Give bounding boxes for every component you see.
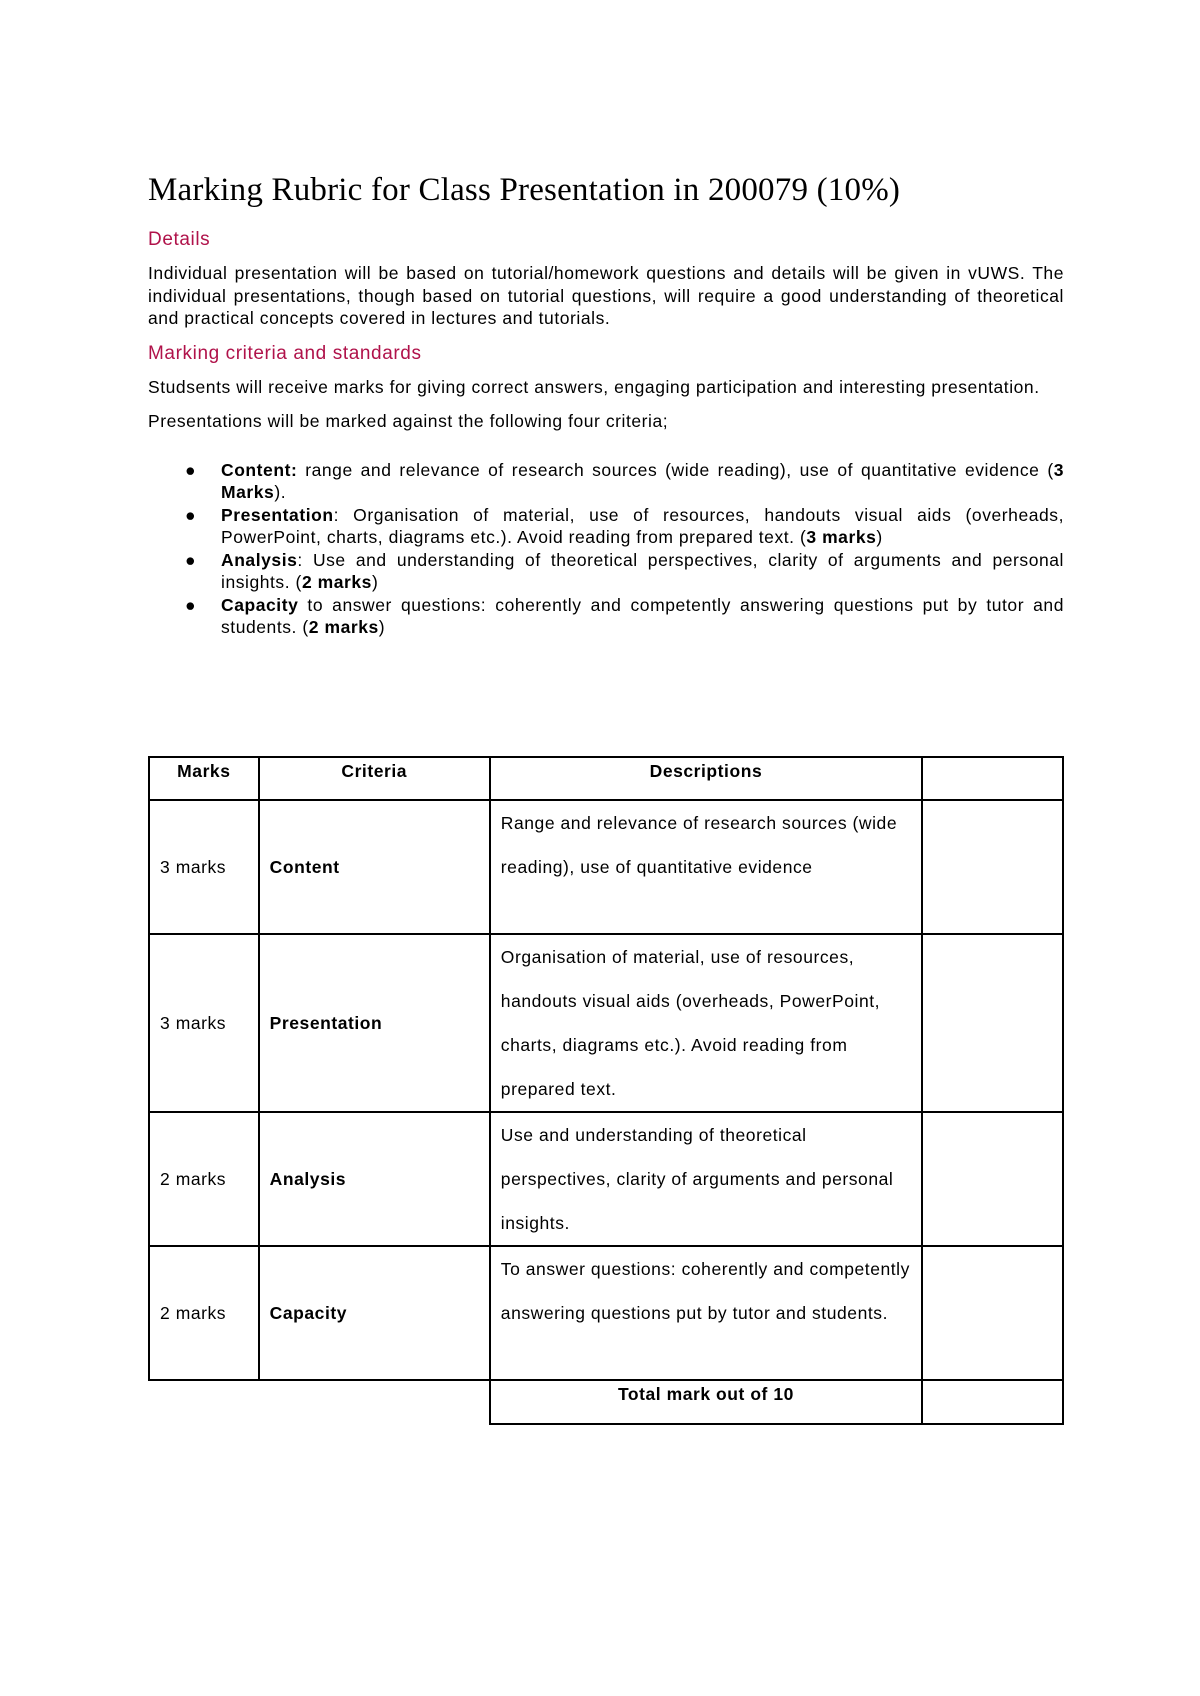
table-row (149, 934, 1063, 1112)
header-criteria: Criteria (259, 757, 490, 800)
bullet-icon: ● (185, 594, 197, 615)
criteria-tail: ) (876, 527, 883, 547)
table-total-row (149, 1380, 1063, 1424)
criteria-marks: 3 marks (806, 527, 877, 547)
bullet-icon: ● (185, 549, 197, 570)
row-score-cell[interactable] (922, 934, 1063, 1112)
details-paragraph: Individual presentation will be based on tutorial/homework questions and details will be given in vUWS. The individual presentations, though based on tutorial questions, will require a good understanding of theoretical and practical concepts covered in lectures and tutorials. (148, 263, 1064, 328)
criteria-intro-paragraph: Studsents will receive marks for giving correct answers, engaging participation and interesting presentation. (148, 376, 1040, 397)
header-descriptions: Descriptions (490, 757, 922, 800)
row-score-cell[interactable] (922, 800, 1063, 934)
criteria-term: Content: (221, 459, 298, 480)
row-score-cell[interactable] (922, 1112, 1063, 1246)
row-description: Use and understanding of theoretical perspectives, clarity of arguments and personal insights. (490, 1112, 922, 1246)
criteria-tail: ) (378, 617, 386, 637)
row-criteria: Capacity (259, 1246, 490, 1380)
row-description: Organisation of material, use of resources, handouts visual aids (overheads, PowerPoint, charts, diagrams etc.). Avoid reading from prepared text. (490, 934, 922, 1112)
criteria-text: : Organisation of material, use of resources, handouts visual aids (overheads, PowerPoint, charts, diagrams etc.). Avoid reading from prepared text. ( (221, 504, 1064, 547)
criteria-list (148, 459, 1064, 639)
table-row (149, 1112, 1063, 1246)
criteria-text: to answer questions: coherently and competently answering questions put by tutor and students. ( (221, 594, 1064, 637)
row-criteria: Presentation (259, 934, 490, 1112)
criteria-text: : Use and understanding of theoretical perspectives, clarity of arguments and personal insights. ( (221, 549, 1064, 592)
row-criteria: Analysis (259, 1112, 490, 1246)
table-row (149, 800, 1063, 934)
criteria-list-intro: Presentations will be marked against the following four criteria; (148, 411, 669, 431)
total-score-cell[interactable] (922, 1380, 1063, 1424)
criteria-term: Presentation (221, 504, 334, 525)
bullet-icon: ● (185, 504, 197, 525)
row-marks: 3 marks (149, 800, 259, 934)
criteria-term: Analysis (221, 549, 298, 570)
criteria-list-item (148, 459, 1064, 504)
criteria-heading: Marking criteria and standards (148, 342, 422, 364)
total-label: Total mark out of 10 (490, 1380, 922, 1424)
criteria-text: range and relevance of research sources (wide reading), use of quantitative evidence ( (297, 459, 1054, 480)
bullet-icon: ● (185, 459, 197, 480)
details-heading: Details (148, 229, 211, 250)
criteria-tail: ) (371, 572, 379, 592)
row-marks: 2 marks (149, 1112, 259, 1246)
row-marks: 3 marks (149, 934, 259, 1112)
table-row (149, 1246, 1063, 1380)
document-title: Marking Rubric for Class Presentation in 200079 (10%) (148, 172, 901, 208)
row-criteria: Content (259, 800, 490, 934)
row-score-cell[interactable] (922, 1246, 1063, 1380)
criteria-marks: 2 marks (308, 617, 379, 637)
criteria-term: Capacity (221, 594, 299, 615)
row-description: To answer questions: coherently and competently answering questions put by tutor and students. (490, 1246, 922, 1380)
document-page (148, 170, 1064, 639)
rubric-table (148, 756, 1064, 1425)
criteria-marks: 2 marks (301, 572, 372, 592)
criteria-list-item (148, 504, 1064, 549)
criteria-tail: ). (274, 482, 287, 502)
criteria-marks: 3 Marks (221, 459, 1064, 502)
total-spacer (149, 1380, 490, 1424)
table-header-row (149, 757, 1063, 800)
row-marks: 2 marks (149, 1246, 259, 1380)
header-marks: Marks (149, 757, 259, 800)
row-description: Range and relevance of research sources (wide reading), use of quantitative evidence (490, 800, 922, 934)
header-score (922, 757, 1063, 800)
criteria-list-item (148, 549, 1064, 594)
criteria-list-item (148, 594, 1064, 639)
